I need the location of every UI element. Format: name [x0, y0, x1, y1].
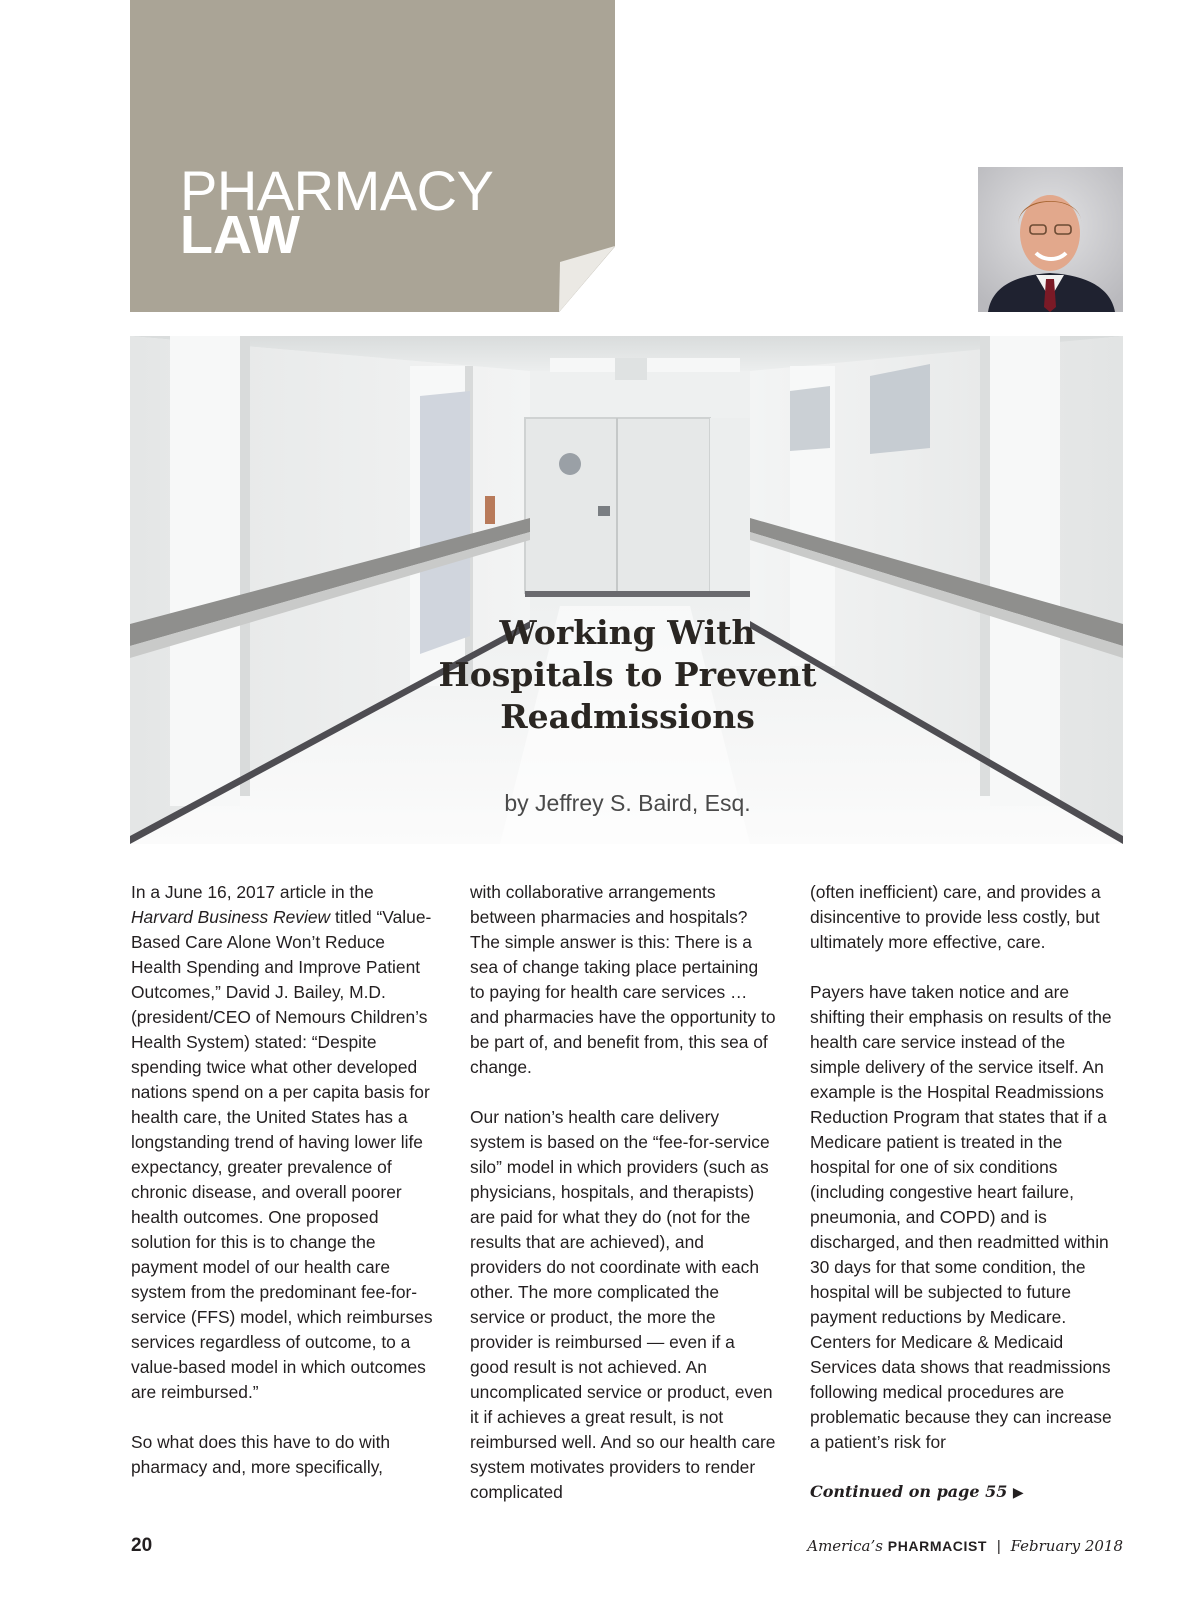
- article-title-line-2: Hospitals to Prevent: [438, 655, 817, 694]
- section-title-law: LAW: [180, 205, 300, 265]
- byline: by Jeffrey S. Baird, Esq.: [504, 790, 751, 816]
- magazine-prefix: America’s: [807, 1537, 883, 1555]
- article-title-line-1: Working With: [499, 613, 756, 652]
- paragraph: with collaborative arrangements between pharmacies and hospitals? The simple answer is this: There is a sea of change taking place pertaining to paying for health care services … and pharmacies have the opportunity to be part of, and benefit from, this sea of change.: [470, 882, 776, 1077]
- paragraph: (often inefficient) care, and provides a disincentive to provide less costly, but ultimately more effective, care.: [810, 882, 1101, 952]
- paragraph: So what does this have to do with pharmacy and, more specifically,: [131, 1432, 391, 1477]
- paragraph: Our nation’s health care delivery system is based on the “fee-for-service silo” model in which providers (such as physicians, hospitals, and therapists) are paid for what they do (not for the results that are achieved), and providers do not coordinate with each other. The more complicated the service or product, the more the provider is reimbursed — even if a good result is not achieved. An uncomplicated service or product, even it if achieves a great result, is not reimbursed well. And so our health care system motivates providers to render complicated: [470, 1107, 776, 1502]
- footer-separator: |: [996, 1538, 1001, 1555]
- magazine-name: PHARMACIST: [887, 1538, 988, 1554]
- author-photo: [978, 167, 1123, 312]
- publication-name: Harvard Business Review: [131, 907, 331, 927]
- play-arrow-icon: ▶: [1012, 1485, 1024, 1501]
- continued-label: Continued on page 55: [810, 1482, 1008, 1501]
- paragraph: In a June 16, 2017 article in the Harvard Business Review titled “Value-Based Care Alone Won’t Reduce Health Spending and Improve Patient Outcomes,” David J. Bailey, M.D. (president/CEO of Nemours Children’s Health System) stated: “Despite spending twice what other developed nations spend on a per capita basis for health care, the United States has a longstanding trend of having lower life expectancy, greater prevalence of chronic disease, and overall poorer health outcomes. One proposed solution for this is to change the payment model of our health care system from the predominant fee-for-service (FFS) model, which reimburses services regardless of outcome, to a value-based model in which outcomes are reimbursed.”: [131, 882, 433, 1402]
- running-footer: [807, 1537, 1123, 1555]
- section-title-pharmacy: PHARMACY: [180, 159, 494, 222]
- issue-date: February 2018: [1010, 1537, 1123, 1555]
- article-title: [400, 612, 855, 738]
- continued-jump-line: [810, 1482, 1024, 1501]
- article-title-line-3: Readmissions: [500, 697, 755, 736]
- paragraph: Payers have taken notice and are shifting their emphasis on results of the health care service instead of the simple delivery of the service itself. An example is the Hospital Readmissions Reduction Program that states that if a Medicare patient is treated in the hospital for one of six conditions (including congestive heart failure, pneumonia, and COPD) and is discharged, and then readmitted within 30 days for that some condition, the hospital will be subjected to future payment reductions by Medicare. Centers for Medicare & Medicaid Services data shows that readmissions following medical procedures are problematic because they can increase a patient’s risk for: [810, 982, 1112, 1452]
- body-column-1: [131, 880, 437, 1505]
- page-fold-corner: [130, 0, 615, 312]
- page-number: 20: [131, 1535, 153, 1556]
- hero-hallway-image: [130, 336, 1123, 844]
- body-column-2: [470, 880, 776, 1530]
- body-column-3: [810, 880, 1116, 1480]
